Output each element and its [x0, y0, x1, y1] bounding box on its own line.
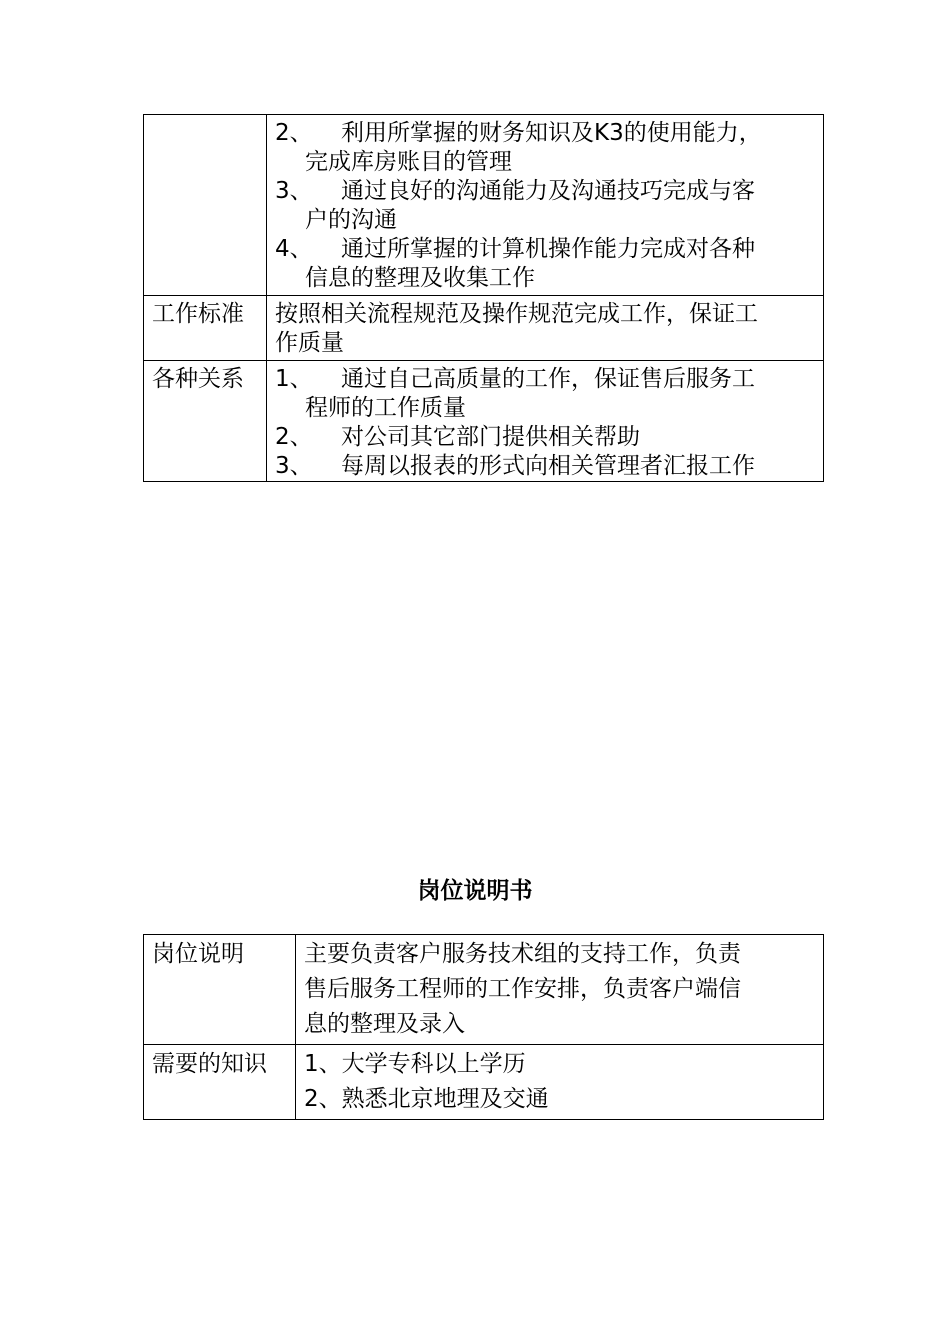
cell-line: 1、大学专科以上学历	[304, 1051, 526, 1077]
item-number: 1、	[275, 366, 313, 392]
item-text: 利用所掌握的财务知识及K3的使用能力，	[341, 120, 762, 146]
cell-line: 2、熟悉北京地理及交通	[304, 1086, 549, 1112]
list-item	[275, 452, 815, 481]
list-item	[275, 423, 815, 452]
item-text: 通过自己高质量的工作，保证售后服务工	[341, 366, 755, 392]
item-text: 每周以报表的形式向相关管理者汇报工作	[341, 453, 755, 479]
row-label: 岗位说明	[144, 935, 296, 1045]
item-continuation: 户的沟通	[305, 207, 397, 233]
cell-line: 售后服务工程师的工作安排，负责客户端信	[304, 976, 741, 1002]
table-row	[144, 296, 824, 361]
row-label: 工作标准	[144, 296, 267, 361]
item-text: 通过所掌握的计算机操作能力完成对各种	[341, 236, 755, 262]
row-label: 需要的知识	[144, 1045, 296, 1120]
item-number: 3、	[275, 453, 313, 479]
item-continuation: 程师的工作质量	[305, 395, 466, 421]
row-label: 各种关系	[144, 361, 267, 482]
item-number: 3、	[275, 178, 313, 204]
item-continuation: 完成库房账目的管理	[305, 149, 512, 175]
cell-line: 主要负责客户服务技术组的支持工作，负责	[304, 941, 741, 967]
table-row	[144, 115, 824, 296]
relations-list	[267, 361, 824, 482]
responsibilities-table	[143, 114, 824, 482]
cell-line: 息的整理及录入	[304, 1011, 465, 1037]
table-row	[144, 361, 824, 482]
list-item	[275, 119, 815, 148]
item-number: 2、	[275, 120, 313, 146]
cell-line: 作质量	[275, 330, 344, 356]
table-row	[144, 1045, 824, 1120]
item-text: 通过良好的沟通能力及沟通技巧完成与客	[341, 178, 755, 204]
item-text: 对公司其它部门提供相关帮助	[341, 424, 640, 450]
table-row	[144, 935, 824, 1045]
job-description-table	[143, 934, 824, 1120]
document-title: 岗位说明书	[417, 878, 533, 904]
cell-line: 按照相关流程规范及操作规范完成工作，保证工	[275, 301, 758, 327]
item-continuation: 信息的整理及收集工作	[305, 265, 535, 291]
work-standard	[267, 296, 824, 361]
list-item	[275, 365, 815, 394]
required-knowledge	[296, 1045, 824, 1120]
list-item	[275, 235, 815, 264]
item-number: 4、	[275, 236, 313, 262]
duties-list	[267, 115, 824, 296]
item-number: 2、	[275, 424, 313, 450]
job-description	[296, 935, 824, 1045]
row-label	[144, 115, 267, 296]
list-item	[275, 177, 815, 206]
